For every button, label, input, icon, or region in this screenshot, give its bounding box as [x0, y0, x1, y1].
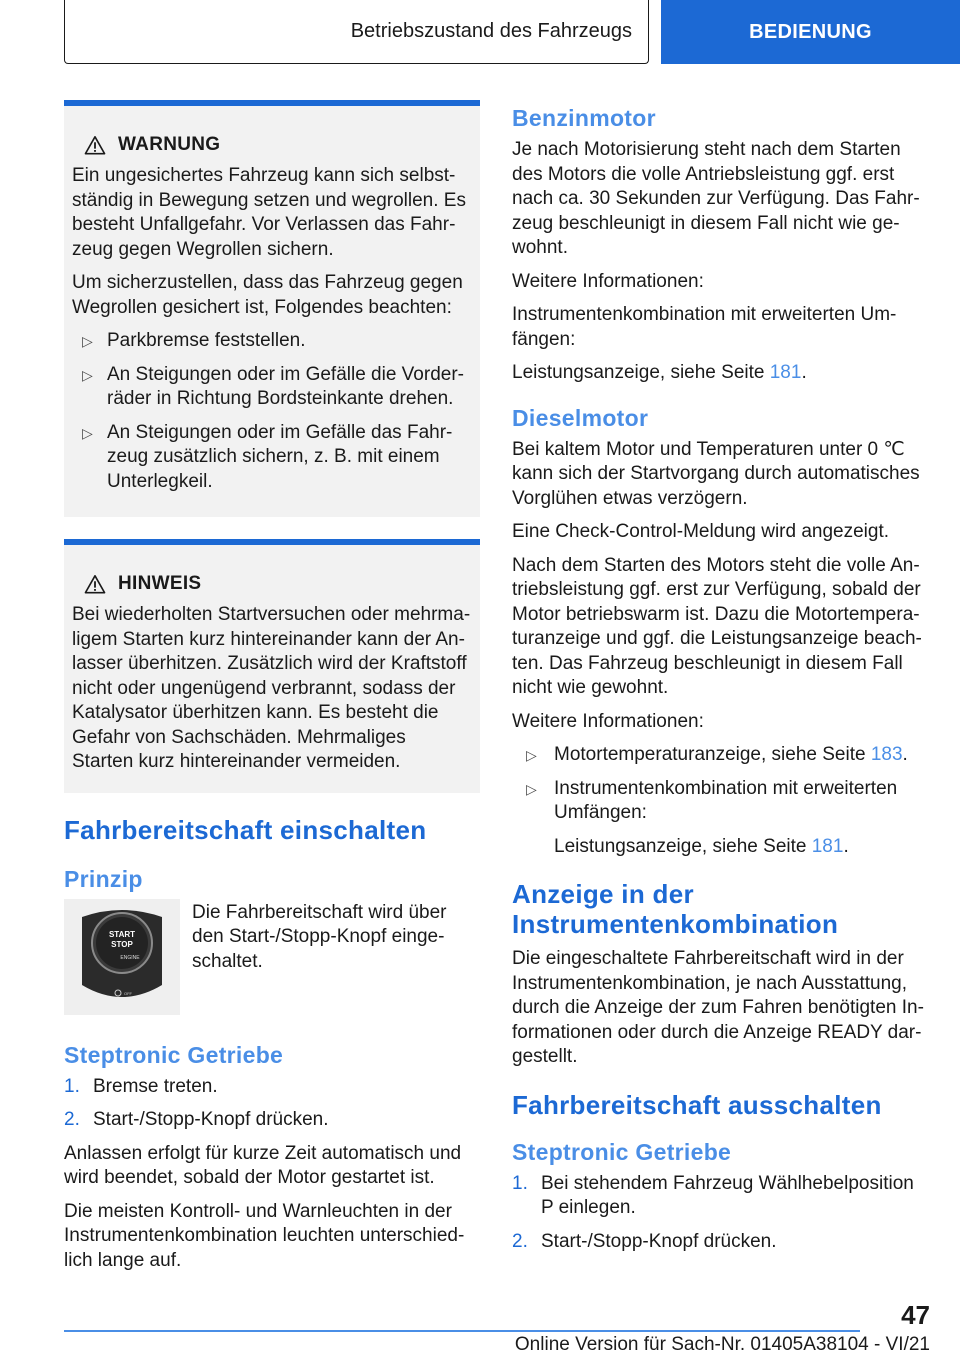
petrol-paragraph-2: Weitere Informationen:: [512, 270, 704, 292]
page-link-181[interactable]: 181: [811, 835, 844, 857]
footer-online-version: Online Version für Sach-Nr. 01405A38104 - VI/21: [514, 1334, 930, 1355]
principle-text: Die Fahrbereitschaft wird über den Start-/Stopp-Knopf eingeschaltet.: [192, 901, 447, 972]
enable-paragraph-1: Anlassen erfolgt für kurze Zeit automatisch und wird beendet, sobald der Motor gestartet ist.: [64, 1142, 462, 1188]
start-stop-button-image: [64, 899, 180, 1015]
list-item: ▷ Instrumentenkombination mit erweiterten Umfängen: Leistungsanzeige, siehe Seite 181.: [512, 777, 927, 860]
notice-title: HINWEIS: [118, 573, 202, 594]
warning-list: [72, 329, 472, 494]
running-header-chapter: [64, 0, 649, 64]
petrol-paragraph-4: Leistungsanzeige, siehe Seite 181.: [512, 362, 807, 383]
list-item: 2. Start-/Stopp-Knopf drücken.: [512, 1230, 777, 1252]
triangle-bullet-icon: ▷: [82, 424, 93, 441]
list-item: 2. Start-/Stopp-Knopf drücken.: [64, 1109, 329, 1130]
warning-paragraph-2: Um sicherzustellen, dass das Fahrzeug gegen Wegrollen gesichert ist, Folgendes beachten:: [72, 272, 463, 318]
display-paragraph: Die eingeschaltete Fahrbereitschaft wird in der Instrumentenkombination, je nach Ausstattung, durch die Anzeige der zum Fahren benötigten Informationen oder durch die Anzeige READY dargestellt.: [512, 948, 924, 1067]
notice-paragraph: Bei wiederholten Startversuchen oder mehrmaligem Starten kurz hintereinander kann der Anlasser überhitzen. Zusätzlich wird der Kraftstoff nicht oder ungenügend verbrannt, sodass der Katalysator überhitzen kann. Es besteht die Gefahr von Sachschäden. Mehrmaliges Starten kurz hintereinander vermeiden.: [72, 604, 471, 772]
button-label-off: OFF: [124, 990, 132, 996]
triangle-bullet-icon: ▷: [526, 747, 537, 763]
footer-divider: [64, 1330, 860, 1332]
warning-triangle-icon: [84, 135, 106, 155]
diesel-paragraph-4: Weitere Informationen:: [512, 710, 704, 732]
petrol-paragraph-1: Je nach Motorisierung steht nach dem Starten des Motors die volle Antriebsleistung ggf. erst nach ca. 30 Sekunden zur Verfügung. Das Fahrzeug beschleunigt in diesem Fall nicht wie gewohnt.: [512, 139, 920, 258]
right-column: [512, 100, 927, 1263]
button-label-engine: ENGINE: [120, 954, 140, 961]
section-heading-display: Anzeige in der Instrumentenkombination: [512, 879, 839, 939]
button-label-stop: STOP: [111, 939, 133, 949]
steps-disable-list: [512, 1172, 927, 1255]
triangle-bullet-icon: ▷: [82, 366, 93, 383]
list-item: ▷ Parkbremse feststellen.: [72, 329, 472, 354]
warning-paragraph-1: Ein ungesichertes Fahrzeug kann sich selbstständig in Bewegung setzen und wegrollen. Es besteht Unfallgefahr. Vor Verlassen das Fahrzeug gegen Wegrollen sichern.: [72, 165, 466, 260]
running-header-section-tab: [661, 0, 960, 64]
subheading-diesel: Dieselmotor: [512, 404, 649, 431]
principle-row: [64, 899, 480, 1015]
list-item: ▷ An Steigungen oder im Gefälle das Fahrzeug zusätzlich sichern, z. B. mit einem Unterlegkeil.: [82, 421, 453, 492]
notice-title-row: [84, 573, 472, 595]
section-title: BEDIENUNG: [749, 20, 872, 43]
list-item-sub: Leistungsanzeige, siehe Seite 181.: [554, 835, 849, 857]
subheading-petrol: Benzinmotor: [512, 105, 656, 131]
list-item: 1. Bei stehendem Fahrzeug Wählhebelposition P einlegen.: [512, 1172, 914, 1218]
warning-triangle-icon: [84, 574, 106, 594]
warning-box: [64, 100, 480, 517]
triangle-bullet-icon: ▷: [526, 780, 537, 797]
warning-title: WARNUNG: [118, 134, 221, 155]
start-stop-button-icon: [72, 905, 172, 1009]
diesel-paragraph-2: Eine Check-Control-Meldung wird angezeigt.: [512, 521, 890, 542]
steps-enable-list: [64, 1075, 480, 1133]
button-label-start: START: [108, 929, 136, 939]
page-link-181[interactable]: 181: [769, 362, 802, 383]
list-item: ▷ Motortemperaturanzeige, siehe Seite 183.: [512, 743, 927, 768]
diesel-paragraph-1: Bei kaltem Motor und Temperaturen unter 0 ℃ kann sich der Startvorgang durch automatisches Vorglühen etwas verzögern.: [512, 438, 920, 509]
triangle-bullet-icon: ▷: [82, 333, 93, 349]
list-item: ▷ An Steigungen oder im Gefälle die Vorderräder in Richtung Bordsteinkante drehen.: [82, 363, 464, 409]
subheading-principle: Prinzip: [64, 865, 143, 892]
notice-box: [64, 539, 480, 793]
page-number: 47: [901, 1300, 930, 1330]
enable-paragraph-2: Die meisten Kontroll- und Warnleuchten in der Instrumentenkombination leuchten unterschiedlich lange auf.: [64, 1200, 465, 1271]
page-link-183[interactable]: 183: [870, 744, 903, 765]
section-heading-disable: Fahrbereitschaft ausschalten: [512, 1089, 882, 1120]
subheading-steptronic-off: Steptronic Getriebe: [512, 1138, 732, 1165]
chapter-title: Betriebszustand des Fahrzeugs: [350, 20, 632, 42]
section-heading-enable: Fahrbereitschaft einschalten: [64, 814, 427, 845]
petrol-paragraph-3: Instrumentenkombination mit erweiterten Umfängen:: [512, 304, 897, 350]
warning-title-row: [84, 134, 472, 156]
left-column: [64, 100, 480, 1282]
list-item: 1. Bremse treten.: [64, 1075, 218, 1097]
diesel-paragraph-3: Nach dem Starten des Motors steht die volle Antriebsleistung ggf. erst zur Verfügung, sobald der Motor betriebswarm ist. Dazu die Motortemperaturanzeige und ggf. die Leistungsanzeige beachten. Das Fahrzeug beschleunigt in diesem Fall nicht wie gewohnt.: [512, 554, 922, 698]
subheading-steptronic: Steptronic Getriebe: [64, 1041, 284, 1068]
diesel-list: [512, 743, 927, 859]
